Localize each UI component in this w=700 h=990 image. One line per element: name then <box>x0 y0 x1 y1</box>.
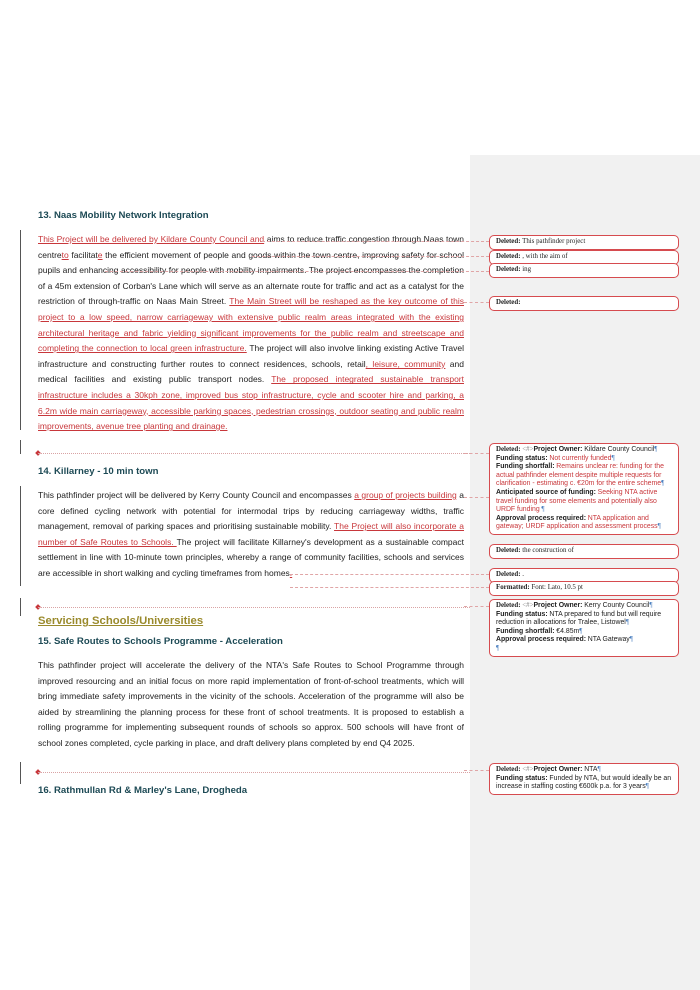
heading-14: 14. Killarney - 10 min town <box>38 466 159 477</box>
change-bar <box>20 598 21 616</box>
section-divider <box>38 607 470 608</box>
change-bar <box>20 486 21 586</box>
comment-balloon[interactable]: Deleted: the construction of <box>489 544 679 559</box>
section-divider <box>38 772 470 773</box>
section-title: Servicing Schools/Universities <box>38 615 204 627</box>
heading-15: 15. Safe Routes to Schools Programme - Acceleration <box>38 636 283 647</box>
paragraph-14: This pathfinder project will be delivered by Kerry County Council and encompasses a group of projects building a core defined cycling network with potential for intermodal trips by reducing carriageway widths, traffic management, removal of parking spaces and prioritising sustainable mobility. The Project will also incorporate a number of Safe Routes to Schools. The project will facilitate Killarney's development as a sustainable compact settlement in line with 10-minute town principles, whereby a range of community facilities, schools and services are accessible in short walking and cycling timeframes from homes. <box>38 490 465 578</box>
comment-balloon-funding-kerry[interactable]: Deleted: <#>Project Owner: Kerry County Council¶ Funding status: NTA prepared to fund but will require reduction in allocations for Tralee, Listowel¶ Funding shortfall: €4.85m¶ Approval process required: NTA Gateway¶ ¶ <box>489 599 679 657</box>
comment-connector <box>252 256 489 257</box>
heading-13: 13. Naas Mobility Network Integration <box>38 210 209 221</box>
inserted-text: . <box>289 567 293 578</box>
inserted-text: The Main Street will be reshaped as the key outcome of this project to a low speed, narrow carriageway with extensive public realm areas integrated with the existing architectural heritage and fabric yielding significant improvements for the public realm and streetscape and completing the connection to local green infrastructure. <box>38 296 464 354</box>
comment-connector <box>105 271 489 272</box>
inserted-text: The Project will also incorporate a number of Safe Routes to Schools. <box>38 521 465 547</box>
comment-connector <box>464 606 489 607</box>
inserted-text: This Project will be delivered by Kildare County Council and <box>38 234 265 244</box>
paragraph-13: This Project will be delivered by Kildare County Council and aims to reduce traffic congestion through Naas town centreto facilitate the efficient movement of people and goods within the town centre, improving safety for school pupils and enhancing accessibility for people with mobility impairments. The project encompasses the completion of a 45m extension of Corban's Lane which will serve as an alternate route for traffic and act as a catalyst for the restriction of through-traffic on Naas Main Street. The Main Street will be reshaped as the key outcome of this project to a low speed, narrow carriageway with extensive public realm areas integrated with the existing architectural heritage and fabric yielding significant improvements for the public realm and streetscape and completing the connection to local green infrastructure. The project will also involve linking existing Active Travel infrastructure and constructing further routes to connect residences, schools, retail, leisure, community and medical facilities and existing public transport nodes. The proposed integrated sustainable transport infrastructure includes a 30kph zone, improved bus stop infrastructure, cycle and scooter hire and parking, a 6.2m wide main carriageway, accessible parking spaces, pedestrian crossings, outdoor seating and public realm improvements, avenue tree planting and drainage. <box>38 234 465 432</box>
comment-balloon[interactable]: Deleted: , with the aim of <box>489 250 679 265</box>
heading-16: 16. Rathmullan Rd & Marley's Lane, Drogheda <box>38 785 248 796</box>
section-divider <box>38 453 470 454</box>
comment-balloon[interactable]: Deleted: . <box>489 568 679 583</box>
inserted-text: a group of projects building <box>354 490 457 500</box>
paragraph-15: This pathfinder project will accelerate the delivery of the NTA's Safe Routes to School Programme through improved resourcing and an initial focus on more rapid implementation of front-of-school treatments, which will bring immediate safety improvements in the vicinity of the schools. Acceleration of the programme will also be aided by streamlining the planning process for these front of school treatments. It is proposed to establish a rolling programme for implementing subsequent rounds of schools so approx. 500 schools will have front of school zones completed, cycle parking in place, and draft delivery plans completed by end Q4 2025. <box>38 660 464 748</box>
inserted-text: , leisure, community <box>365 358 446 369</box>
comment-balloon-funding-kildare[interactable]: Deleted: <#>Project Owner: Kildare County Council¶ Funding status: Not currently funded¶ Funding shortfall: Remains unclear re: funding for the actual pathfinder element despite multiple requests for clarification - estimating c. €20m for the entire scheme¶ Anticipated source of funding: Seeking NTA active travel funding for some elements and potentially also URDF funding ¶ Approval process required: NTA application and gateway; URDF application and assessment process¶ <box>489 443 679 535</box>
comment-connector <box>290 574 489 575</box>
comment-connector <box>464 302 489 303</box>
inserted-text: to <box>61 249 69 260</box>
comment-connector <box>464 497 489 498</box>
change-bar <box>20 230 21 430</box>
comment-connector <box>464 770 489 771</box>
change-bar <box>20 762 21 784</box>
comment-balloon-funding-nta[interactable]: Deleted: <#>Project Owner: NTA¶ Funding status: Funded by NTA, but would ideally be an increase in staffing costing €600k p.a. for 3 years¶ <box>489 763 679 795</box>
comment-balloon[interactable]: Deleted: ing <box>489 263 679 278</box>
comment-connector <box>290 587 489 588</box>
inserted-text: The proposed integrated sustainable transport infrastructure includes a 30kph zone, improved bus stop infrastructure, cycle and scooter hire and parking, a 6.2m wide main carriageway, accessible parking spaces, pedestrian crossings, outdoor seating and public realm improvements, avenue tree planting and drainage. <box>38 374 464 432</box>
comment-balloon[interactable]: Deleted: <box>489 296 679 311</box>
comment-connector <box>262 241 489 242</box>
comment-balloon[interactable]: Deleted: This pathfinder project <box>489 235 679 250</box>
change-bar <box>20 440 21 454</box>
comment-balloon-formatted[interactable]: Formatted: Font: Lato, 10.5 pt <box>489 581 679 596</box>
inserted-text: e <box>97 249 103 260</box>
comment-connector <box>464 453 489 454</box>
